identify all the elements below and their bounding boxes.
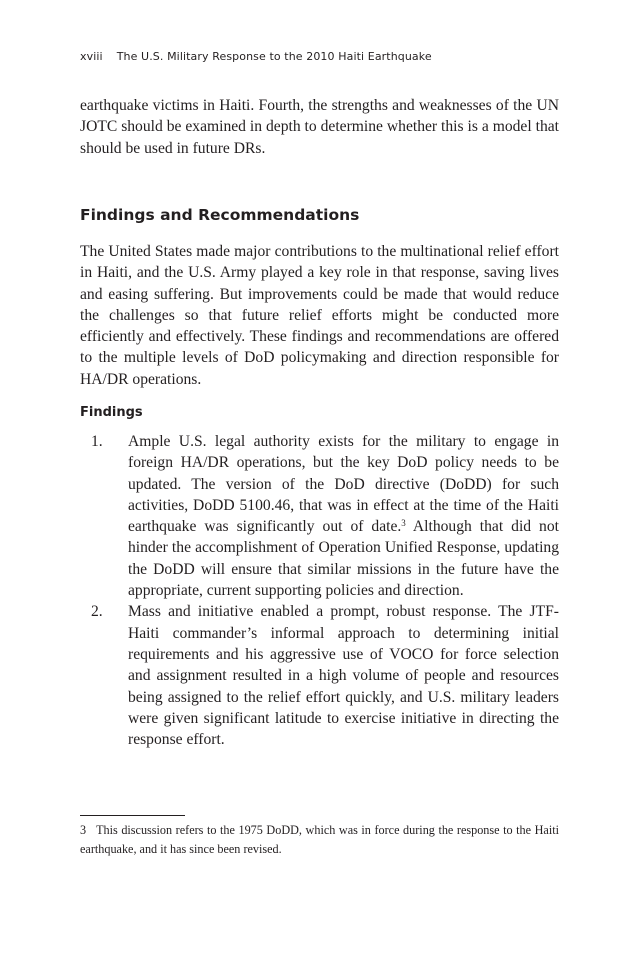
footnote-text: This discussion refers to the 1975 DoDD, which was in force during the response to the Haiti earthquake, and it has since been revised. xyxy=(80,823,559,856)
findings-heading: Findings xyxy=(80,405,143,420)
list-item-text: Ample U.S. legal authority exists for the military to engage in foreign HA/DR operations, but the key DoD policy needs to be updated. The version of the DoD directive (DoDD) for such activities, DoDD 5100.46, that was in effect at the time of the Haiti earthquake was significantly out of date. xyxy=(128,433,559,536)
list-item xyxy=(80,431,559,601)
findings-list xyxy=(80,431,559,750)
footnote-number: 3 xyxy=(80,823,87,837)
running-head xyxy=(80,50,432,63)
list-item-number: 1. xyxy=(91,433,103,450)
list-item xyxy=(80,601,559,750)
list-item-text-continued: Although that did not hinder the accomplishment of Operation Unified Response, updating the DoDD will ensure that similar missions in the future have the appropriate, current supporting policies and direction. xyxy=(128,518,559,600)
intro-paragraph: earthquake victims in Haiti. Fourth, the strengths and weaknesses of the UN JOTC should be examined in depth to determine whether this is a model that should be used in future DRs. xyxy=(80,97,559,157)
running-head-title: The U.S. Military Response to the 2010 Haiti Earthquake xyxy=(116,50,432,63)
section-heading: Findings and Recommendations xyxy=(80,206,360,224)
list-item-text: Mass and initiative enabled a prompt, robust response. The JTF-Haiti commander’s informal approach to determining initial requirements and his aggressive use of VOCO for force selection and assignment resulted in a high volume of people and resources being assigned to the relief effort quickly, and U.S. military leaders were given significant latitude to exercise initiative in directing the response effort. xyxy=(128,603,559,749)
section-paragraph: The United States made major contributions to the multinational relief effort in Haiti, and the U.S. Army played a key role in that response, saving lives and easing suffering. But improvements could be made that would reduce the challenges so that future relief efforts might be conducted more efficiently and effectively. These findings and recommendations are offered to the multiple levels of DoD policymaking and direction responsible for HA/DR operations. xyxy=(80,243,559,388)
list-item-number: 2. xyxy=(91,603,103,621)
footnote xyxy=(80,821,559,859)
page-number: xviii xyxy=(80,50,103,63)
footnote-reference[interactable]: 3 xyxy=(401,518,406,529)
footnote-divider xyxy=(80,815,185,816)
